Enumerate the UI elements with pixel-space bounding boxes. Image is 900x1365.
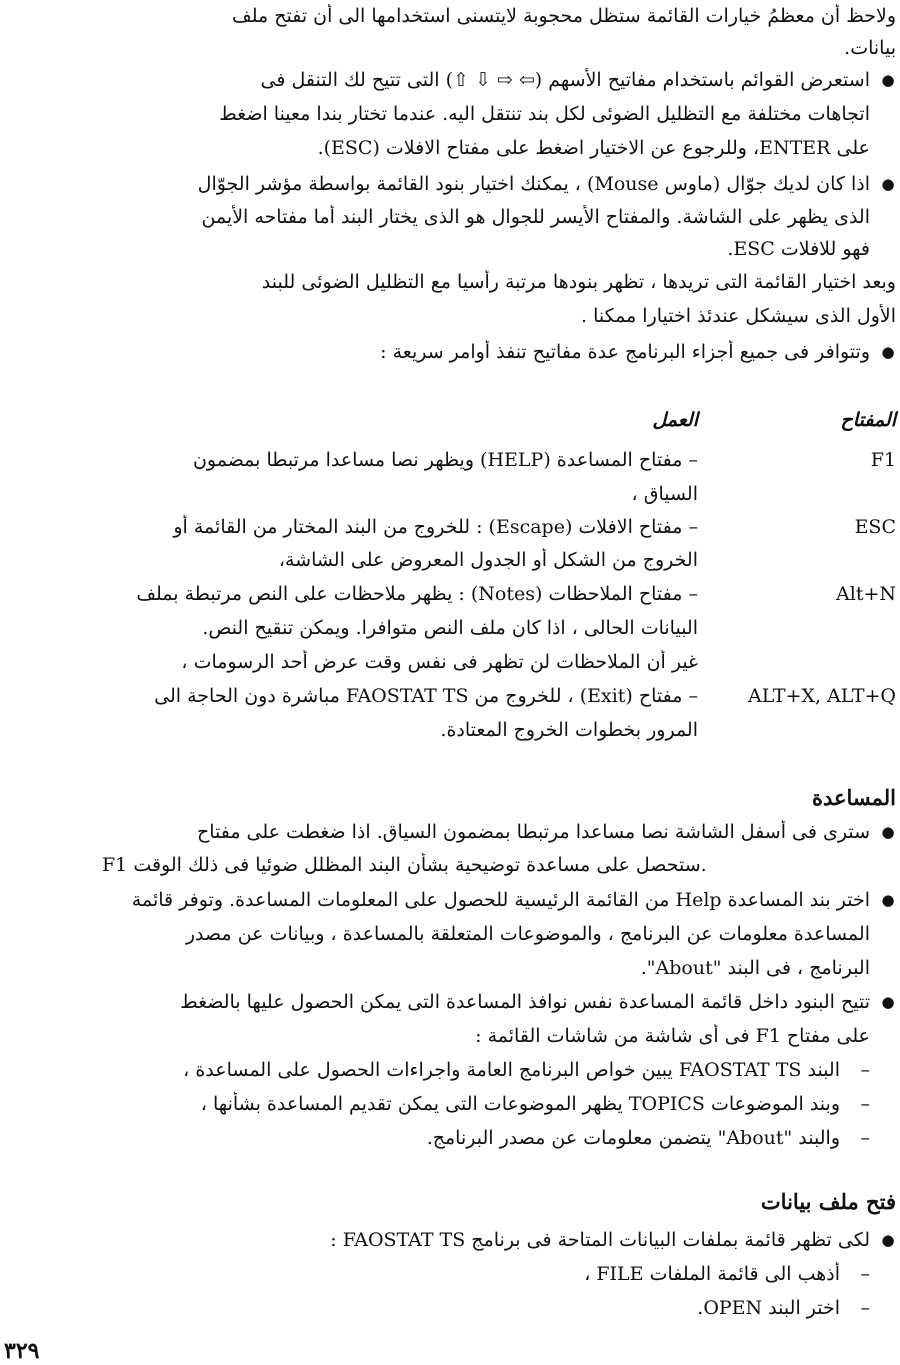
bullet-line: لكى تظهر قائمة بملفات البيانات المتاحة فى برنامج FAOSTAT TS : [330, 1229, 870, 1251]
bullet-line: اختر بند المساعدة Help من القائمة الرئيسية للحصول على المعلومات المساعدة. وتوفر قائمة [131, 889, 870, 911]
step-item: أذهب الى قائمة الملفات FILE ، [584, 1263, 840, 1285]
key-label: Alt+N [836, 583, 896, 605]
intro-line: ولاحظ أن معظمُ خيارات القائمة ستظل محجوبة لايتسنى استخدامها الى أن تفتح ملف [232, 5, 896, 27]
action-line: غير أن الملاحظات لن تظهر فى نفس وقت عرض أحد الرسومات ، [181, 651, 698, 673]
bullet-icon: ● [881, 71, 895, 89]
bullet-line: فهو للافلات ESC. [727, 238, 870, 260]
page-number: ٣٢٩ [4, 1338, 40, 1364]
column-header-key: المفتاح [840, 409, 896, 431]
bullet-line: تتيح البنود داخل قائمة المساعدة نفس نوافذ المساعدة التى يمكن الحصول عليها بالضغط [180, 991, 870, 1013]
action-line: الخروج من الشكل أو الجدول المعروض على الشاشة، [278, 549, 698, 571]
action-line: – مفتاح الافلات (Escape) : للخروج من البند المختار من القائمة أو [173, 516, 698, 538]
bullet-line: الذى يظهر على الشاشة. والمفتاح الأيسر للجوال هو الذى يختار البند أما مفتاحه الأيمن [201, 206, 870, 228]
step-item: اختر البند OPEN. [697, 1297, 840, 1319]
action-line: – مفتاح المساعدة (HELP) ويظهر نصا مساعدا مرتبطا بمضمون [192, 449, 698, 471]
key-label: F1 [870, 449, 896, 471]
bullet-icon: ● [881, 1231, 895, 1249]
bullet-line: اذا كان لديك جوّال (ماوس Mouse) ، يمكنك اختيار بنود القائمة بواسطة مؤشر الجوّال [197, 173, 870, 195]
bullet-icon: ● [881, 891, 895, 909]
paragraph-line: وبعد اختيار القائمة التى تريدها ، تظهر بنودها مرتبة رأسيا مع التظليل الضوئى للبند [261, 271, 896, 293]
bullet-line: اتجاهات مختلفة مع التظليل الضوئى لكل بند تنتقل اليه. عندما تختار بندا معينا اضغط [219, 103, 870, 125]
bullet-icon: ● [881, 993, 895, 1011]
dash-marker: – [860, 1059, 870, 1081]
bullet-line: المساعدة معلومات عن البرنامج ، والموضوعات المتعلقة بالمساعدة ، وبيانات عن مصدر [185, 923, 870, 945]
bullet-line: وتتوافر فى جميع أجزاء البرنامج عدة مفاتيح تنفذ أوامر سريعة : [380, 341, 870, 363]
bullet-line: استعرض القوائم باستخدام مفاتيح الأسهم (⇦ ⇨ ⇩ ⇧) التى تتيح لك التنقل فى [260, 69, 870, 91]
action-line: المرور بخطوات الخروج المعتادة. [440, 719, 698, 741]
bullet-line: سترى فى أسفل الشاشة نصا مساعدا مرتبطا بمضمون السياق. اذا ضغطت على مفتاح [196, 821, 870, 843]
action-line: – مفتاح (Exit) ، للخروج من FAOSTAT TS مباشرة دون الحاجة الى [154, 685, 698, 707]
dash-marker: – [860, 1093, 870, 1115]
sub-item: وبند الموضوعات TOPICS يظهر الموضوعات التى يمكن تقديم المساعدة بشأنها ، [200, 1093, 840, 1115]
key-label: ESC [854, 516, 896, 538]
dash-marker: – [860, 1127, 870, 1149]
bullet-icon: ● [881, 823, 895, 841]
sub-item: والبند "About" يتضمن معلومات عن مصدر البرنامج. [426, 1127, 840, 1149]
section-heading-help: المساعدة [811, 785, 896, 810]
action-line: البيانات الحالى ، اذا كان ملف النص متوافرا. ويمكن تنقيح النص. [202, 617, 698, 639]
bullet-line: على ENTER، وللرجوع عن الاختيار اضغط على مفتاح الافلات (ESC). [317, 137, 870, 159]
paragraph-line: الأول الذى سيشكل عندئذ اختيارا ممكنا . [581, 305, 896, 327]
dash-marker: – [860, 1297, 870, 1319]
section-heading-open-file: فتح ملف بيانات [760, 1189, 896, 1214]
bullet-icon: ● [881, 343, 895, 361]
bullet-icon: ● [881, 175, 895, 193]
bullet-line: F1 ستحصل على مساعدة توضيحية بشأن البند المظلل ضوئيا فى ذلك الوقت. [102, 854, 707, 876]
bullet-line: البرنامج ، فى البند "About". [640, 957, 870, 979]
action-line: السياق ، [631, 483, 698, 505]
dash-marker: – [860, 1263, 870, 1285]
sub-item: البند FAOSTAT TS يبين خواص البرنامج العامة واجراءات الحصول على المساعدة ، [183, 1059, 840, 1081]
intro-line: بيانات. [844, 37, 896, 59]
key-label: ALT+X, ALT+Q [748, 685, 896, 707]
bullet-line: على مفتاح F1 فى أى شاشة من شاشات القائمة : [475, 1025, 870, 1047]
column-header-action: العمل [652, 409, 698, 431]
action-line: – مفتاح الملاحظات (Notes) : يظهر ملاحظات على النص مرتبطة بملف [136, 583, 698, 605]
